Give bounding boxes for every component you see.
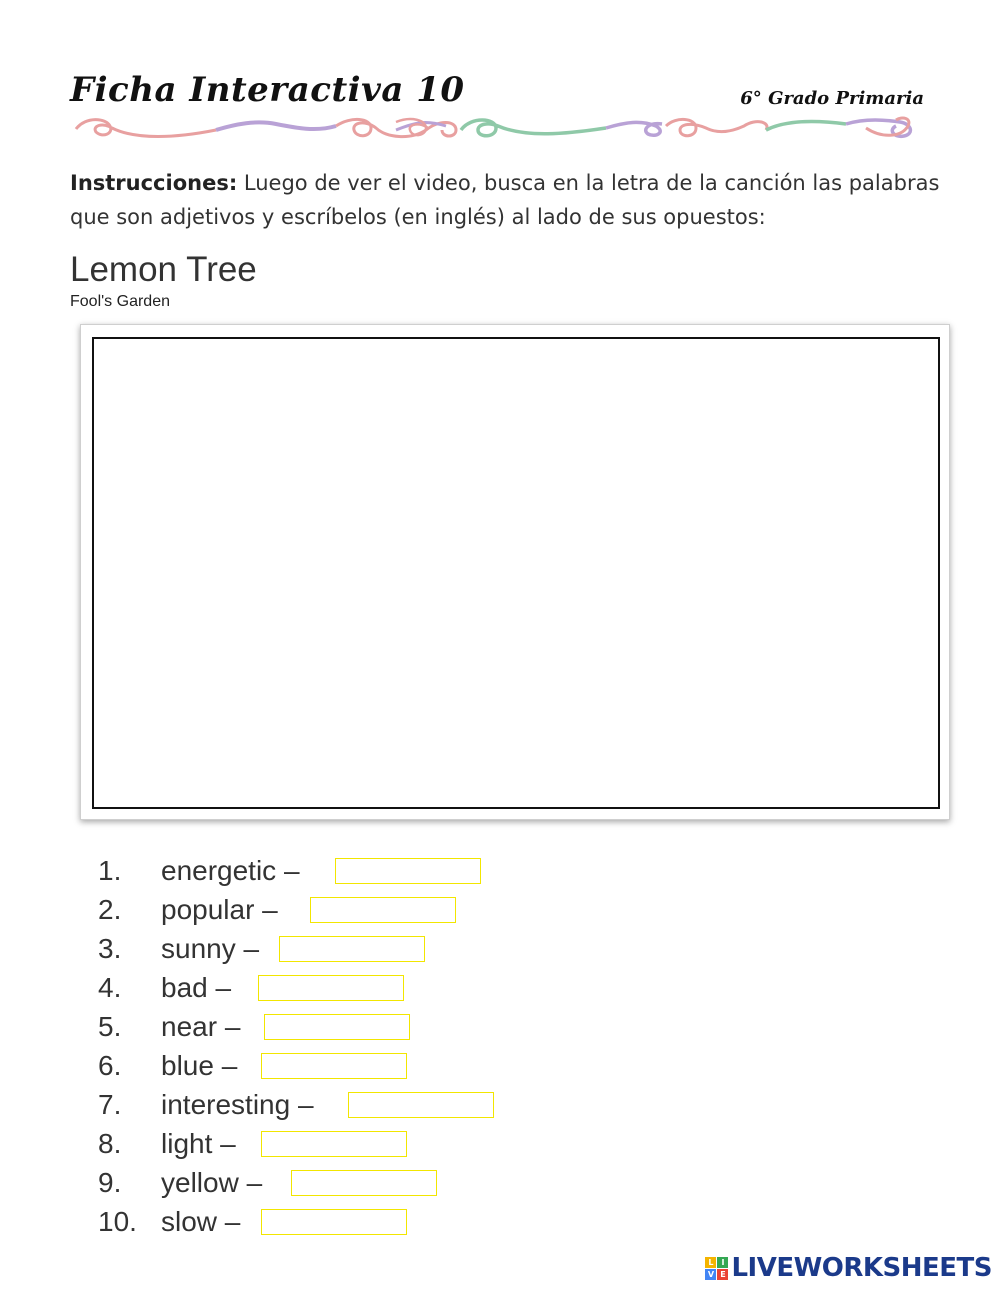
item-word: yellow – — [161, 1167, 263, 1198]
mark-letter: I — [717, 1257, 728, 1268]
grade-label: 6° Grado Primaria — [740, 88, 924, 109]
item-number: 6. — [98, 1050, 122, 1081]
item-number: 3. — [98, 933, 122, 964]
mark-letter: E — [717, 1269, 728, 1280]
answer-input[interactable] — [291, 1170, 437, 1196]
item-number: 9. — [98, 1167, 122, 1198]
video-frame — [80, 324, 950, 820]
item-number: 5. — [98, 1011, 122, 1042]
list-item — [0, 1124, 1000, 1163]
item-word: slow – — [161, 1206, 241, 1237]
liveworksheets-logo[interactable] — [705, 1253, 992, 1283]
item-word: popular – — [161, 894, 278, 925]
list-item — [0, 968, 1000, 1007]
item-word: sunny – — [161, 933, 260, 964]
answer-input[interactable] — [261, 1209, 407, 1235]
item-word: near – — [161, 1011, 241, 1042]
list-item — [0, 1202, 1000, 1241]
answer-input[interactable] — [310, 897, 456, 923]
list-item — [0, 1085, 1000, 1124]
item-word: energetic – — [161, 855, 300, 886]
instructions-text: Luego de ver el video, busca en la letra de la canción las palabras que son adjetivos y escríbelos (en inglés) al lado de sus opuestos: — [70, 171, 940, 229]
item-word: bad – — [161, 972, 232, 1003]
item-number: 1. — [98, 855, 122, 886]
answer-input[interactable] — [258, 975, 404, 1001]
list-item — [0, 1163, 1000, 1202]
list-item — [0, 1046, 1000, 1085]
item-number: 7. — [98, 1089, 122, 1120]
answer-input[interactable] — [261, 1131, 407, 1157]
list-item — [0, 929, 1000, 968]
brand-name: LIVEWORKSHEETS — [731, 1253, 992, 1283]
answer-input[interactable] — [264, 1014, 410, 1040]
instructions — [70, 166, 940, 234]
item-number: 10. — [98, 1206, 137, 1237]
answer-input[interactable] — [335, 858, 481, 884]
worksheet-title: Ficha Interactiva 10 — [70, 70, 465, 110]
item-number: 4. — [98, 972, 122, 1003]
decorative-divider — [66, 112, 918, 146]
answer-input[interactable] — [261, 1053, 407, 1079]
list-item — [0, 1007, 1000, 1046]
answer-input[interactable] — [279, 936, 425, 962]
item-word: interesting – — [161, 1089, 314, 1120]
mark-letter: V — [705, 1269, 716, 1280]
item-word: blue – — [161, 1050, 238, 1081]
list-item — [0, 851, 1000, 890]
song-title: Lemon Tree — [70, 250, 257, 289]
item-word: light – — [161, 1128, 236, 1159]
item-number: 8. — [98, 1128, 122, 1159]
instructions-lead: Instrucciones: — [70, 171, 238, 195]
video-player[interactable] — [92, 337, 940, 809]
item-number: 2. — [98, 894, 122, 925]
list-item — [0, 890, 1000, 929]
answer-input[interactable] — [348, 1092, 494, 1118]
mark-letter: L — [705, 1257, 716, 1268]
song-artist: Fool's Garden — [70, 293, 170, 310]
liveworksheets-mark-icon — [705, 1257, 728, 1280]
